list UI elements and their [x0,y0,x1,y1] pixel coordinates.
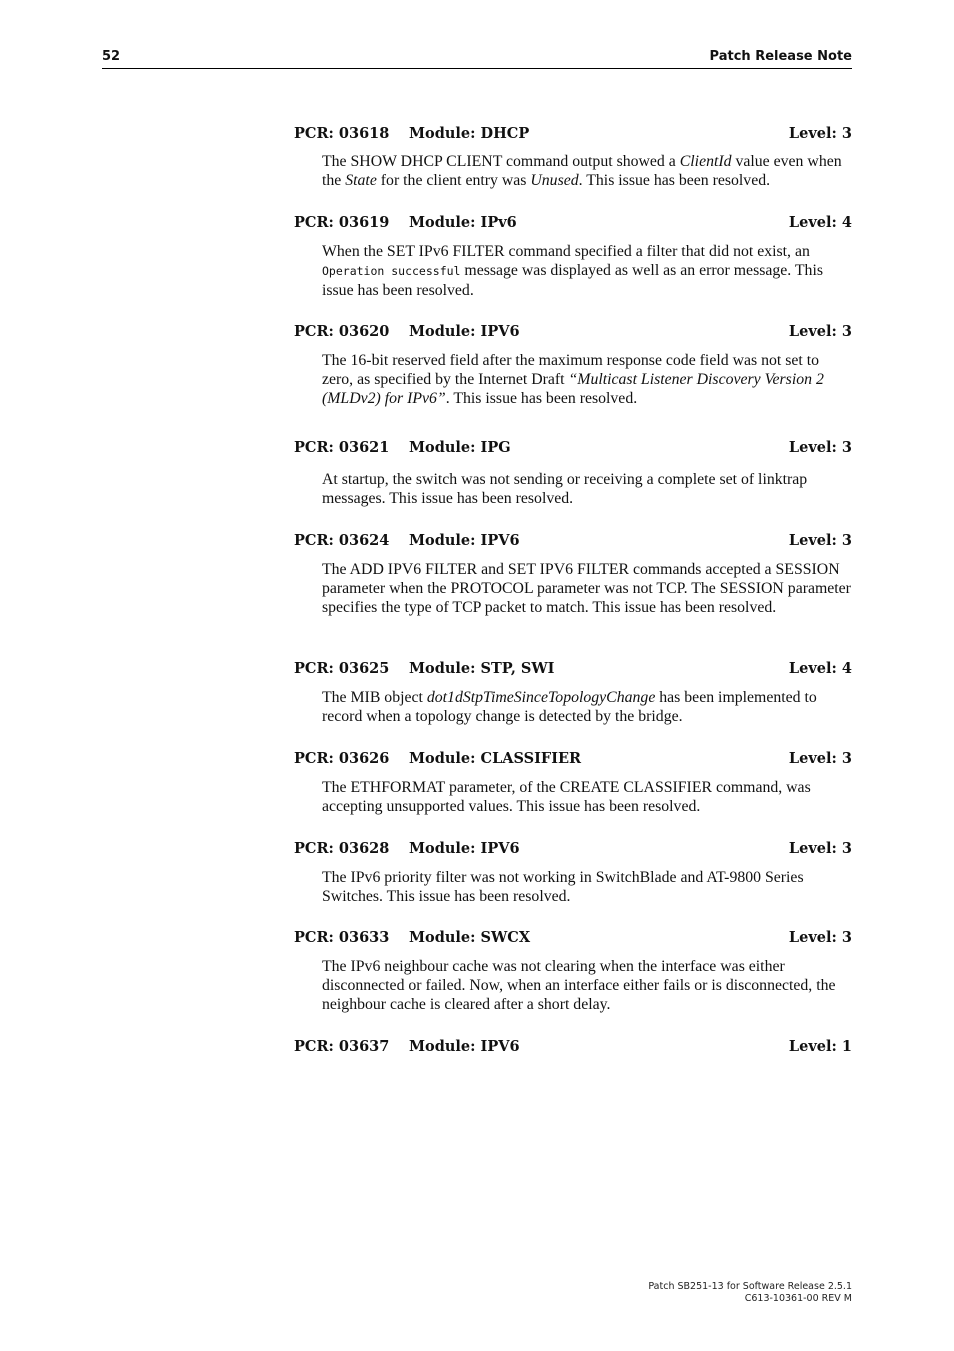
description-text: for the client entry was [376,172,531,189]
page-header [102,48,852,69]
level-label: Level: 3 [788,840,852,857]
level-label: Level: 3 [788,323,852,340]
description-text: has been implemented to record when a topology change is detected by the bridge. [322,689,817,725]
pcr-description [322,957,852,1014]
description-text: The IPv6 neighbour cache was not clearing when the interface was either disconnected or failed. Now, when an interface either fails or is disconnected, the neighbour cache is cleared after a short delay. [322,958,836,1013]
module-name: Module: SWCX [409,929,531,946]
pcr-entry-heading [294,660,852,680]
pcr-description [322,778,852,816]
module-name: Module: STP, SWI [409,660,555,677]
console-message: Operation successful [322,264,461,278]
description-text: message was displayed as well as an error message. This issue has been resolved. [322,262,823,299]
level-label: Level: 1 [788,1038,852,1055]
pcr-entry [294,660,852,725]
pcr-entry [294,439,852,507]
footer-revision-line: C613-10361-00 REV M [744,1293,852,1304]
pcr-description [322,152,852,190]
description-text: value even when the [322,153,842,189]
pcr-description [322,688,852,726]
pcr-description [322,560,852,617]
level-label: Level: 3 [788,439,852,456]
pcr-number: PCR: 03619 [294,214,390,231]
pcr-number: PCR: 03625 [294,660,390,677]
pcr-entry [294,750,852,815]
level-label: Level: 3 [788,532,852,549]
pcr-number: PCR: 03626 [294,750,390,767]
italic-term: dot1dStpTimeSinceTopologyChange [426,689,656,706]
description-text: The ADD IPV6 FILTER and SET IPV6 FILTER commands accepted a SESSION parameter when the PROTOCOL parameter was not TCP. The SESSION parameter specifies the type of TCP packet to match. This issue has been resolved. [322,561,851,616]
module-name: Module: IPV6 [409,323,520,340]
pcr-entry-heading [294,214,852,234]
pcr-entry-heading [294,439,852,459]
level-label: Level: 3 [788,929,852,946]
page-number: 52 [102,49,121,64]
pcr-entry-heading [294,323,852,343]
module-name: Module: IPG [409,439,511,456]
description-text: The MIB object [322,689,427,706]
description-text: When the SET IPv6 FILTER command specified a filter that did not exist, an [322,243,810,260]
pcr-number: PCR: 03633 [294,929,390,946]
description-text: The SHOW DHCP CLIENT command output showed a [322,153,680,170]
pcr-entry [294,532,852,616]
pcr-entry [294,323,852,407]
description-text: At startup, the switch was not sending or receiving a complete set of linktrap messages. This issue has been resolved. [322,471,808,507]
module-name: Module: IPV6 [409,1038,520,1055]
italic-term: ClientId [679,153,732,170]
pcr-entry [294,1038,852,1058]
pcr-number: PCR: 03628 [294,840,390,857]
pcr-entry-heading [294,929,852,949]
italic-term: “Multicast Listener Discovery Version 2 (MLDv2) for IPv6” [322,371,824,407]
footer-patch-line: Patch SB251-13 for Software Release 2.5.1 [648,1281,852,1292]
level-label: Level: 4 [788,214,852,231]
italic-term: State [345,172,377,189]
module-name: Module: IPv6 [409,214,517,231]
level-label: Level: 4 [788,660,852,677]
pcr-entry [294,929,852,1013]
pcr-entry-heading [294,840,852,860]
pcr-description [322,868,852,906]
level-label: Level: 3 [788,125,852,142]
description-text: . This issue has been resolved. [445,390,638,407]
pcr-number: PCR: 03621 [294,439,390,456]
pcr-entry [294,214,852,299]
description-text: The 16-bit reserved field after the maximum response code field was not set to zero, as specified by the Internet Draft [322,352,820,388]
description-text: . This issue has been resolved. [578,172,771,189]
pcr-entry-heading [294,125,852,145]
description-text: The ETHFORMAT parameter, of the CREATE CLASSIFIER command, was accepting unsupported values. This issue has been resolved. [322,779,811,815]
pcr-description [322,242,852,300]
page-footer [648,1281,852,1305]
pcr-entry [294,840,852,905]
pcr-number: PCR: 03637 [294,1038,390,1055]
pcr-description [322,351,852,408]
pcr-number: PCR: 03624 [294,532,390,549]
pcr-entry [294,125,852,189]
italic-term: Unused [530,172,579,189]
pcr-number: PCR: 03618 [294,125,390,142]
document-title: Patch Release Note [709,49,852,64]
module-name: Module: DHCP [409,125,530,142]
pcr-number: PCR: 03620 [294,323,390,340]
level-label: Level: 3 [788,750,852,767]
pcr-entry-heading [294,1038,852,1058]
module-name: Module: IPV6 [409,532,520,549]
description-text: The IPv6 priority filter was not working in SwitchBlade and AT-9800 Series Switches. This issue has been resolved. [322,869,804,905]
pcr-entry-heading [294,750,852,770]
module-name: Module: IPV6 [409,840,520,857]
pcr-entry-heading [294,532,852,552]
module-name: Module: CLASSIFIER [409,750,582,767]
pcr-description [322,470,852,508]
